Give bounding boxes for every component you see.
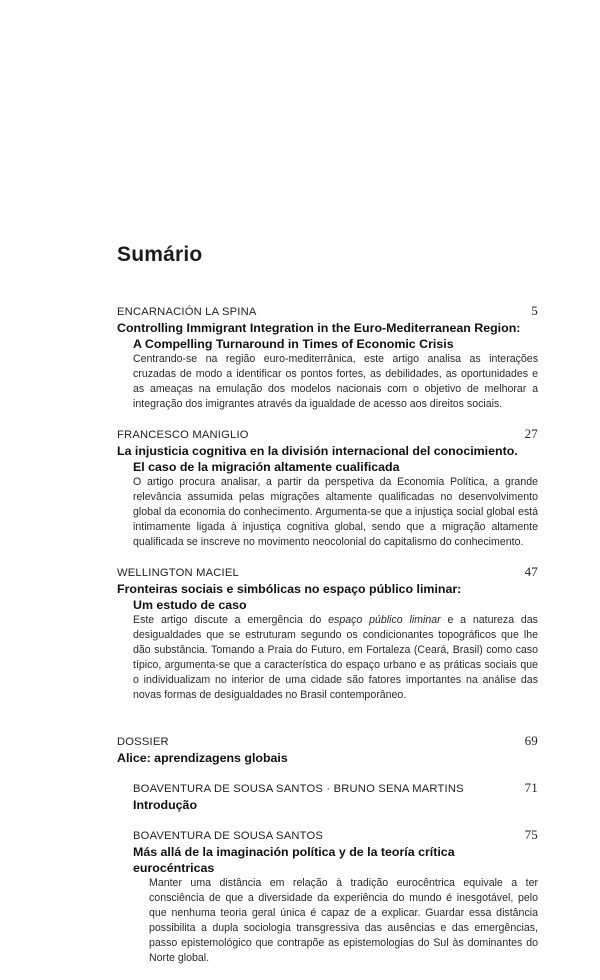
entry-meta: [117, 564, 538, 581]
dossier-page-number: 69: [524, 733, 538, 748]
toc-entry: [133, 827, 538, 966]
entry-title[interactable]: La injusticia cognitiva en la división internacional del conocimiento.: [117, 444, 518, 458]
dossier-label: DOSSIER: [117, 736, 169, 748]
toc-entry: [117, 426, 538, 550]
entry-meta: [117, 426, 538, 443]
entry-author: WELLINGTON MACIEL: [117, 567, 239, 579]
entry-subtitle[interactable]: A Compelling Turnaround in Times of Economic Crisis: [133, 337, 454, 351]
entry-abstract: Centrando-se na região euro-mediterrânica, este artigo analisa as interações cruzadas de modo a identificar os pontos fortes, as debilidades, as oportunidades e as ameaças na emulação dos modelos nacionais com o objetivo de melhorar a integração dos imigrantes através da igualdade de acesso aos direitos sociais.: [133, 353, 538, 410]
abstract-emphasis: espaço público liminar: [328, 614, 441, 626]
entry-title[interactable]: Controlling Immigrant Integration in the Euro-Mediterranean Region:: [117, 321, 521, 335]
dossier-section: [117, 733, 538, 966]
entry-author: ENCARNACIÓN LA SPINA: [117, 306, 257, 318]
dossier-entries: [117, 780, 538, 966]
dossier-meta: [117, 733, 538, 750]
entry-author: BOAVENTURA DE SOUSA SANTOS · BRUNO SENA MARTINS: [133, 783, 464, 795]
entry-page-number: 71: [524, 780, 538, 795]
entry-meta: [133, 780, 538, 797]
entry-title[interactable]: Fronteiras sociais e simbólicas no espaço público liminar:: [117, 582, 462, 596]
entry-author: BOAVENTURA DE SOUSA SANTOS: [133, 830, 324, 842]
toc-entry: [117, 303, 538, 412]
entry-subtitle[interactable]: Um estudo de caso: [133, 598, 247, 612]
entry-abstract: O artigo procura analisar, a partir da perspetiva da Economia Política, a grande relevância assumida pelas migrações altamente qualificadas no desenvolvimento global da economia do conhecimento. Argumenta-se que a injustiça social global está intimamente ligada à injustiça cognitiva global, sendo que a migração altamente qualificada se inscreve no movimento neocolonial do capitalismo do conhecimento.: [133, 476, 538, 548]
entry-page-number: 47: [524, 564, 538, 579]
dossier-title[interactable]: Alice: aprendizagens globais: [117, 751, 288, 765]
entry-author: FRANCESCO MANIGLIO: [117, 429, 249, 441]
toc-entry: [117, 564, 538, 703]
entry-subtitle[interactable]: El caso de la migración altamente cualificada: [133, 460, 400, 474]
entry-abstract: [117, 613, 538, 703]
entry-meta: [133, 827, 538, 844]
abstract-text: Este artigo discute a emergência do: [133, 614, 329, 626]
entry-meta: [117, 303, 538, 320]
entry-page-number: 5: [531, 303, 538, 318]
entry-page-number: 27: [524, 426, 538, 441]
abstract-text: e a natureza das desigualdades que se estruturam segundo os condicionantes topográficos que lhe dão substância. Tomando a Praia do Futuro, em Fortaleza (Ceará, Brasil) como caso típico, argumenta-se que a característica do espaço urbano e as práticas sociais que o individualizam no interior de uma cidade são fatores importantes na análise das novas formas de desigualdades no Brasil contemporâneo.: [133, 614, 538, 701]
toc-entry: [133, 780, 538, 813]
entry-title[interactable]: Introdução: [133, 798, 198, 812]
entry-page-number: 75: [524, 827, 538, 842]
entry-title[interactable]: Más allá de la imaginación política y de la teoría crítica eurocéntricas: [133, 845, 455, 875]
entry-abstract: Manter uma distância em relação à tradição eurocêntrica equivale a ter consciência de que a diversidade da experiência do mundo é inesgotável, pelo que nenhuma teoria geral única é capaz de a explicar. Guardar essa distância possibilita a dupla sociologia transgressiva das ausências e das emergências, passo epistemológico que contrapõe as epistemologias do Sul às dominantes do Norte global.: [149, 877, 538, 964]
table-of-contents: [117, 303, 538, 980]
page-title: Sumário: [117, 243, 203, 267]
